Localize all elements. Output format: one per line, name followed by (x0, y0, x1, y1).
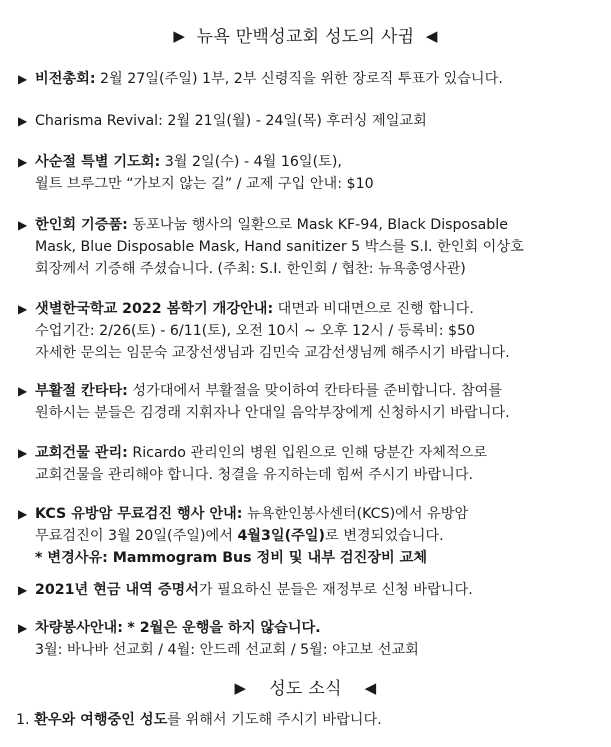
announcement-label: KCS 유방암 무료검진 행사 안내: (35, 506, 243, 522)
announcement-text: 성가대에서 부활절을 맞이하여 칸타타를 준비합니다. 참여를 (132, 383, 503, 399)
bullet-triangle-icon: ▶ (18, 114, 28, 128)
announcement-korean-school (18, 298, 602, 364)
announcement-text: 자세한 문의는 임문숙 교장선생님과 김민숙 교감선생님께 해주시기 바랍니다. (35, 345, 510, 361)
announcement-notice: * 2월은 운행을 하지 않습니다. (127, 620, 321, 636)
announcement-korean-association-donation (18, 214, 602, 280)
announcement-text: 회장께서 기증해 주셨습니다. (주최: S.I. 한인회 / 협찬: 뉴욕총영사관) (35, 261, 466, 277)
announcement-label: 2021년 현금 내역 증명서 (35, 582, 199, 598)
announcement-label: Charisma Revival: (35, 113, 163, 129)
announcement-label: 교회건물 관리: (35, 445, 128, 461)
announcement-text: 무료검진이 3월 20일(주일)에서 (35, 528, 238, 544)
announcement-text: 3월: 바나바 선교회 / 4월: 안드레 선교회 / 5월: 야고보 선교회 (35, 642, 419, 658)
announcement-label: 샛별한국학교 2022 봄학기 개강안내: (35, 301, 274, 317)
announcement-kcs-screening (18, 503, 602, 569)
bullet-triangle-icon: ▶ (18, 621, 28, 635)
change-reason: * 변경사유: Mammogram Bus 정비 및 내부 검진장비 교체 (35, 550, 428, 566)
bullet-triangle-icon: ▶ (18, 302, 28, 316)
announcement-label: 비전총회: (35, 71, 96, 87)
section-title: 성도 소식 (269, 679, 342, 699)
bullet-triangle-icon: ▶ (18, 507, 28, 521)
bullet-triangle-icon: ▶ (18, 583, 28, 597)
announcement-text: Ricardo 관리인의 병원 입원으로 인해 당분간 자체적으로 (132, 445, 488, 461)
bullet-triangle-icon: ▶ (18, 155, 28, 169)
announcement-lent-prayer (18, 151, 602, 195)
item-number: 1. (16, 712, 30, 728)
announcement-easter-cantata (18, 380, 602, 424)
member-news-item (16, 709, 382, 731)
announcement-text: 수업기간: 2/26(토) - 6/11(토), 오전 10시 ~ 오후 12시 / 등록비: $50 (35, 323, 476, 339)
announcement-vehicle-service (18, 617, 602, 661)
announcement-donation-receipt (18, 579, 602, 601)
announcement-label: 한인회 기증품: (35, 217, 128, 233)
announcement-charisma-revival (18, 110, 602, 132)
announcement-text: Mask, Blue Disposable Mask, Hand sanitizer 5 박스를 S.I. 한인회 이상호 (35, 239, 524, 255)
left-triangle-icon: ◀ (364, 679, 377, 697)
announcement-vision-assembly (18, 68, 602, 90)
right-triangle-icon: ▶ (234, 679, 247, 697)
announcement-text: 대면과 비대면으로 진행 합니다. (277, 301, 474, 317)
announcement-text: 2월 27일(주일) 1부, 2부 신령직을 위한 장로직 투표가 있습니다. (100, 71, 503, 87)
announcement-text: 원하시는 분들은 김경래 지휘자나 안대일 음악부장에게 신청하시기 바랍니다. (35, 405, 510, 421)
bullet-triangle-icon: ▶ (18, 384, 28, 398)
announcement-text: 가 필요하신 분들은 재정부로 신청 바랍니다. (198, 582, 473, 598)
member-news-header (0, 677, 611, 700)
announcement-text: 교회건물을 관리해야 합니다. 청결을 유지하는데 힘써 주시기 바랍니다. (35, 467, 474, 483)
left-triangle-icon: ◀ (425, 27, 438, 45)
announcement-text: 로 변경되었습니다. (324, 528, 444, 544)
member-news-text: 를 위해서 기도해 주시기 바랍니다. (167, 712, 382, 728)
announcement-label: 차량봉사안내: (35, 620, 123, 636)
bullet-triangle-icon: ▶ (18, 218, 28, 232)
bulletin-header (0, 25, 611, 48)
announcement-label: 부활절 칸타타: (35, 383, 128, 399)
bullet-triangle-icon: ▶ (18, 446, 28, 460)
changed-date: 4월3일(주일) (237, 528, 325, 544)
announcement-text: 2월 21일(월) - 24일(목) 후러싱 제일교회 (167, 113, 427, 129)
right-triangle-icon: ▶ (173, 27, 186, 45)
announcement-text: 뉴욕한인봉사센터(KCS)에서 유방암 (246, 506, 469, 522)
announcement-building-management (18, 442, 602, 486)
page-title: 뉴욕 만백성교회 성도의 사귐 (196, 27, 415, 47)
bullet-triangle-icon: ▶ (18, 72, 28, 86)
announcement-text: 월트 브루그만 “가보지 않는 길” / 교제 구입 안내: $10 (35, 176, 374, 192)
announcement-text: 3월 2일(수) - 4월 16일(토), (164, 154, 342, 170)
member-news-highlight: 환우와 여행중인 성도 (34, 712, 168, 728)
announcement-label: 사순절 특별 기도회: (35, 154, 161, 170)
announcement-text: 동포나눔 행사의 일환으로 Mask KF-94, Black Disposable (132, 217, 508, 233)
